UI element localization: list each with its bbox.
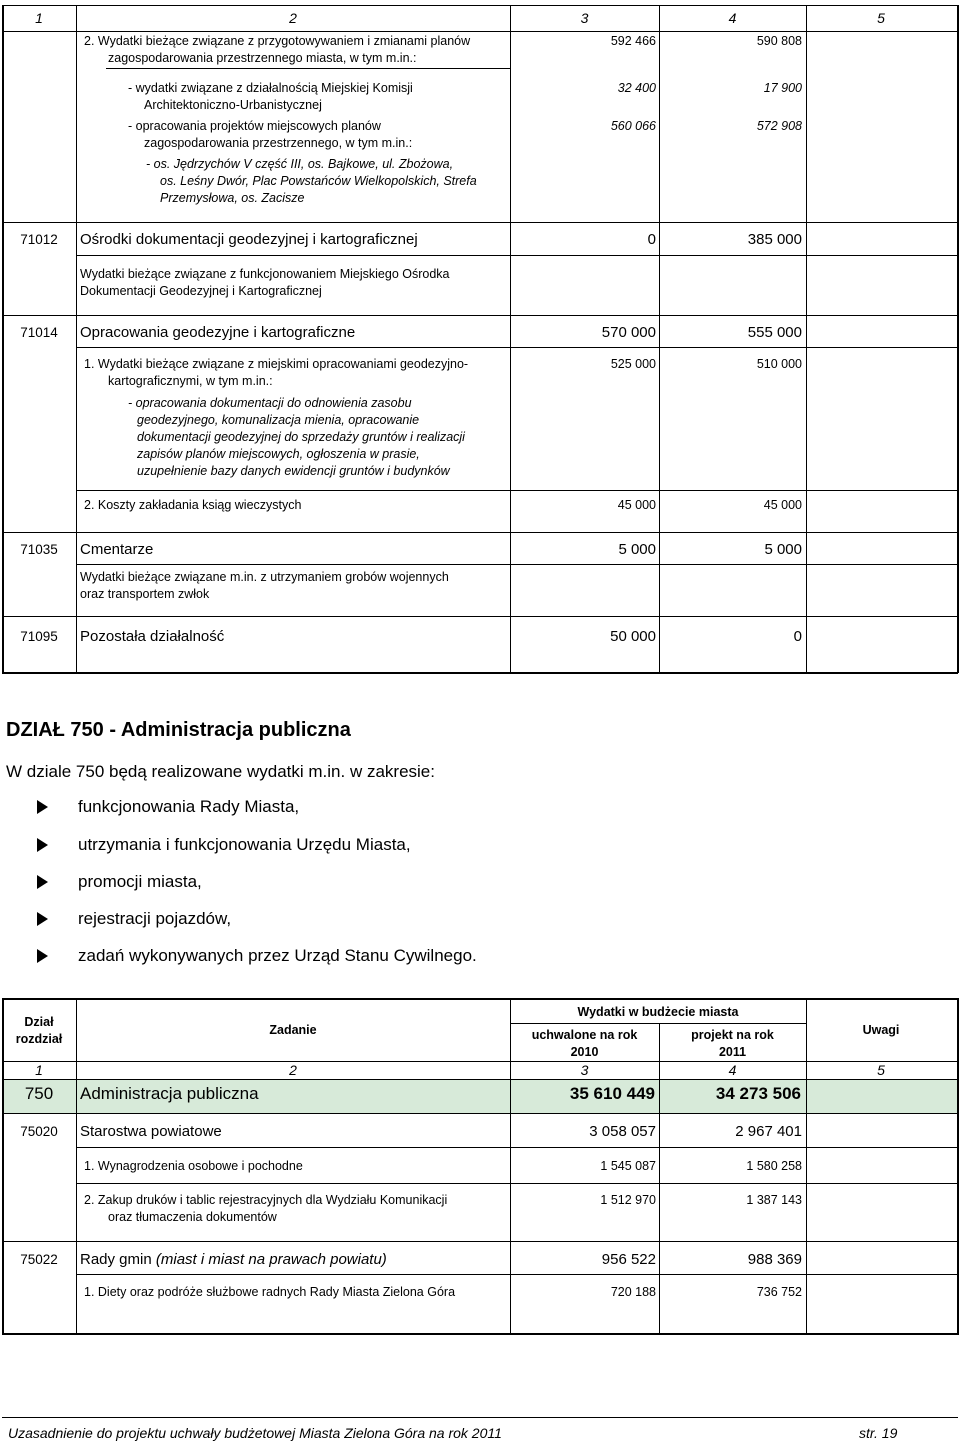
item-text: - wydatki związane z działalnością Miejskiej Komisji — [128, 81, 413, 95]
header-dzial: Dział — [24, 1015, 54, 1029]
chapter-code: 75022 — [20, 1252, 58, 1267]
value-2010: 3 058 057 — [589, 1123, 656, 1140]
header-rozdzial: rozdział — [15, 1032, 63, 1046]
triangle-bullet-icon — [37, 838, 48, 852]
header-wydatki: Wydatki w budżecie miasta — [577, 1005, 739, 1019]
value-2010: 525 000 — [610, 357, 656, 371]
item-text: Architektoniczno-Urbanistycznej — [144, 98, 322, 112]
value-2010: 592 466 — [610, 34, 656, 48]
value-2010: 35 610 449 — [569, 1084, 655, 1103]
value-2010: 720 188 — [610, 1285, 656, 1299]
section-intro: W dziale 750 będą realizowane wydatki m.in. w zakresie: — [6, 762, 435, 781]
item-text: 1. Wydatki bieżące związane z miejskimi opracowaniami geodezyjno- — [84, 357, 469, 371]
value-2011: 34 273 506 — [715, 1084, 801, 1103]
page-number: str. 19 — [859, 1425, 898, 1441]
col-num-5: 5 — [877, 10, 885, 26]
chapter-name: Rady gmin (miast i miast na prawach powiatu) — [80, 1251, 387, 1268]
footer-text: Uzasadnienie do projektu uchwały budżetowej Miasta Zielona Góra na rok 2011 — [8, 1425, 502, 1441]
header-uchwalone: uchwalone na rok — [531, 1028, 638, 1042]
item-text: - os. Jędrzychów V część III, os. Bajkowe, ul. Zbożowa, — [146, 157, 454, 171]
value-2011: 1 387 143 — [746, 1193, 802, 1207]
value-2011: 17 900 — [763, 81, 802, 95]
col-num-2: 2 — [289, 1062, 297, 1078]
value-2011: 572 908 — [756, 119, 802, 133]
chapter-name: Starostwa powiatowe — [80, 1123, 222, 1140]
value-2011: 555 000 — [747, 324, 802, 341]
col-num-1: 1 — [35, 1062, 43, 1078]
value-2011: 988 369 — [747, 1251, 802, 1268]
header-uwagi: Uwagi — [862, 1023, 900, 1037]
header-zadanie: Zadanie — [269, 1023, 317, 1037]
value-2010: 50 000 — [610, 628, 656, 645]
item-text: zapisów planów miejscowych, ogłoszenia w prasie, — [137, 447, 420, 461]
division-code: 750 — [24, 1084, 54, 1103]
value-2010: 1 512 970 — [600, 1193, 656, 1207]
chapter-code: 71035 — [20, 542, 58, 557]
chapter-code: 75020 — [20, 1124, 58, 1139]
division-name: Administracja publiczna — [80, 1084, 259, 1103]
value-2010: 1 545 087 — [600, 1159, 656, 1173]
chapter-code: 71095 — [20, 629, 58, 644]
item-text: Przemysłowa, os. Zacisze — [160, 191, 305, 205]
chapter-name: Ośrodki dokumentacji geodezyjnej i kartograficznej — [80, 231, 418, 248]
col-num-4: 4 — [728, 10, 737, 26]
list-item: utrzymania i funkcjonowania Urzędu Miasta, — [78, 835, 411, 854]
value-2011: 2 967 401 — [735, 1123, 802, 1140]
col-num-2: 2 — [289, 10, 297, 26]
item-text: Wydatki bieżące związane z funkcjonowaniem Miejskiego Ośrodka — [80, 267, 450, 281]
value-2011: 5 000 — [764, 541, 802, 558]
triangle-bullet-icon — [37, 912, 48, 926]
value-2011: 590 808 — [756, 34, 802, 48]
value-2011: 385 000 — [747, 231, 802, 248]
chapter-code: 71012 — [20, 232, 58, 247]
value-2010: 0 — [647, 231, 656, 248]
chapter-code: 71014 — [20, 325, 58, 340]
item-text: - opracowania dokumentacji do odnowienia zasobu — [128, 396, 412, 410]
item-text: 2. Zakup druków i tablic rejestracyjnych dla Wydziału Komunikacji — [84, 1193, 448, 1207]
col-num-4: 4 — [728, 1062, 737, 1078]
value-2011: 1 580 258 — [746, 1159, 802, 1173]
item-text: oraz tłumaczenia dokumentów — [108, 1210, 277, 1224]
triangle-bullet-icon — [37, 800, 48, 814]
item-text: kartograficznymi, w tym m.in.: — [108, 374, 273, 388]
item-text: dokumentacji geodezyjnej do sprzedaży gruntów i realizacji — [137, 430, 465, 444]
col-num-3: 3 — [580, 10, 589, 26]
col-num-1: 1 — [35, 10, 43, 26]
chapter-name: Cmentarze — [80, 541, 154, 558]
item-text: uzupełnienie bazy danych ewidencji gruntów i budynków — [137, 464, 450, 478]
value-2010: 5 000 — [618, 541, 656, 558]
value-2011: 736 752 — [756, 1285, 802, 1299]
value-2010: 570 000 — [601, 324, 656, 341]
list-item: zadań wykonywanych przez Urząd Stanu Cywilnego. — [78, 946, 477, 965]
item-text: Wydatki bieżące związane m.in. z utrzymaniem grobów wojennych — [80, 570, 449, 584]
item-text: geodezyjnego, komunalizacja mienia, opracowanie — [137, 413, 420, 427]
value-2010: 956 522 — [601, 1251, 656, 1268]
chapter-name: Pozostała działalność — [80, 628, 225, 645]
item-text: zagospodarowania przestrzennego miasta, w tym m.in.: — [108, 51, 417, 65]
item-text: oraz transportem zwłok — [80, 587, 210, 601]
value-2010: 560 066 — [610, 119, 656, 133]
item-text: 1. Diety oraz podróże służbowe radnych Rady Miasta Zielona Góra — [84, 1285, 456, 1299]
section-heading: DZIAŁ 750 - Administracja publiczna — [6, 719, 351, 741]
triangle-bullet-icon — [37, 949, 48, 963]
col-num-5: 5 — [877, 1062, 885, 1078]
list-item: funkcjonowania Rady Miasta, — [78, 797, 300, 816]
triangle-bullet-icon — [37, 875, 48, 889]
header-projekt: projekt na rok — [691, 1028, 774, 1042]
item-text: zagospodarowania przestrzennego, w tym m.in.: — [144, 136, 413, 150]
value-2011: 45 000 — [763, 498, 802, 512]
chapter-name: Opracowania geodezyjne i kartograficzne — [80, 324, 356, 341]
value-2011: 0 — [793, 628, 802, 645]
list-item: rejestracji pojazdów, — [78, 909, 232, 928]
item-text: Dokumentacji Geodezyjnej i Kartograficznej — [80, 284, 322, 298]
value-2011: 510 000 — [756, 357, 802, 371]
col-num-3: 3 — [580, 1062, 589, 1078]
value-2010: 32 400 — [617, 81, 656, 95]
header-projekt-year: 2011 — [718, 1045, 747, 1059]
item-text: os. Leśny Dwór, Plac Powstańców Wielkopolskich, Strefa — [160, 174, 477, 188]
item-text: 2. Koszty zakładania ksiąg wieczystych — [84, 498, 302, 512]
header-uchwalone-year: 2010 — [570, 1045, 599, 1059]
item-text: - opracowania projektów miejscowych planów — [128, 119, 381, 133]
list-item: promocji miasta, — [78, 872, 202, 891]
item-text: 1. Wynagrodzenia osobowe i pochodne — [84, 1159, 303, 1173]
value-2010: 45 000 — [617, 498, 656, 512]
item-text: 2. Wydatki bieżące związane z przygotowywaniem i zmianami planów — [84, 34, 471, 48]
